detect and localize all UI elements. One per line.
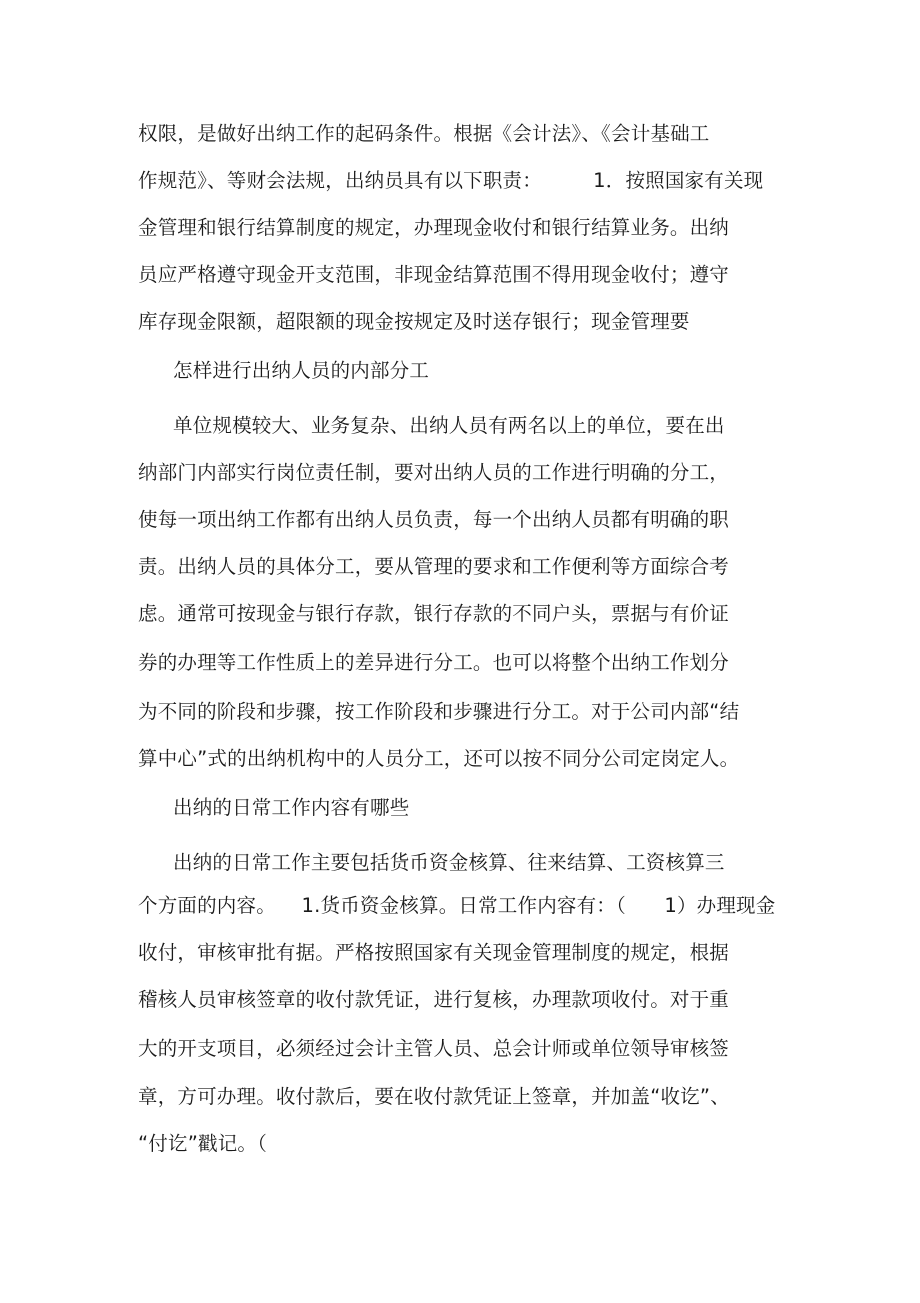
body-text-line: 收付，审核审批有据。严格按照国家有关现金管理制度的规定，根据 — [138, 941, 730, 964]
body-text-line: 大的开支项目，必须经过会计主管人员、总会计师或单位领导审核签 — [138, 1037, 730, 1060]
body-text-line: 作规范》、等财会法规，出纳员具有以下职责： 1．按照国家有关现 — [138, 169, 764, 192]
body-text-line: 虑。通常可按现金与银行存款，银行存款的不同户头，票据与有价证 — [138, 602, 730, 625]
body-text-line: 稽核人员审核签章的收付款凭证，进行复核，办理款项收付。对于重 — [138, 988, 730, 1011]
body-text-line: 纳部门内部实行岗位责任制，要对出纳人员的工作进行明确的分工， — [138, 461, 730, 484]
section-heading: 怎样进行出纳人员的内部分工 — [173, 359, 430, 382]
body-text-line: 金管理和银行结算制度的规定，办理现金收付和银行结算业务。出纳 — [138, 216, 730, 239]
body-text-line: 员应严格遵守现金开支范围，非现金结算范围不得用现金收付；遵守 — [138, 263, 730, 286]
body-text-line: 单位规模较大、业务复杂、出纳人员有两名以上的单位，要在出 — [173, 414, 725, 437]
body-text-line: 出纳的日常工作主要包括货币资金核算、往来结算、工资核算三 — [173, 851, 725, 874]
body-text-line: 库存现金限额，超限额的现金按规定及时送存银行；现金管理要 — [138, 310, 690, 333]
body-text-line: 个方面的内容。 1.货币资金核算。日常工作内容有：（ 1）办理现金 — [138, 894, 776, 917]
body-text-line: “付讫”戳记。（ — [138, 1132, 268, 1155]
section-heading: 出纳的日常工作内容有哪些 — [173, 796, 410, 819]
body-text-line: 算中心”式的出纳机构中的人员分工，还可以按不同分公司定岗定人。 — [138, 747, 740, 770]
body-text-line: 章，方可办理。收付款后，要在收付款凭证上签章，并加盖“收讫”、 — [138, 1085, 730, 1108]
body-text-line: 责。出纳人员的具体分工，要从管理的要求和工作便利等方面综合考 — [138, 555, 730, 578]
body-text-line: 使每一项出纳工作都有出纳人员负责，每一个出纳人员都有明确的职 — [138, 508, 730, 531]
body-text-line: 权限，是做好出纳工作的起码条件。根据《会计法》、《会计基础工 — [138, 122, 710, 145]
body-text-line: 券的办理等工作性质上的差异进行分工。也可以将整个出纳工作划分 — [138, 651, 730, 674]
body-text-line: 为不同的阶段和步骤，按工作阶段和步骤进行分工。对于公司内部“结 — [138, 700, 740, 723]
